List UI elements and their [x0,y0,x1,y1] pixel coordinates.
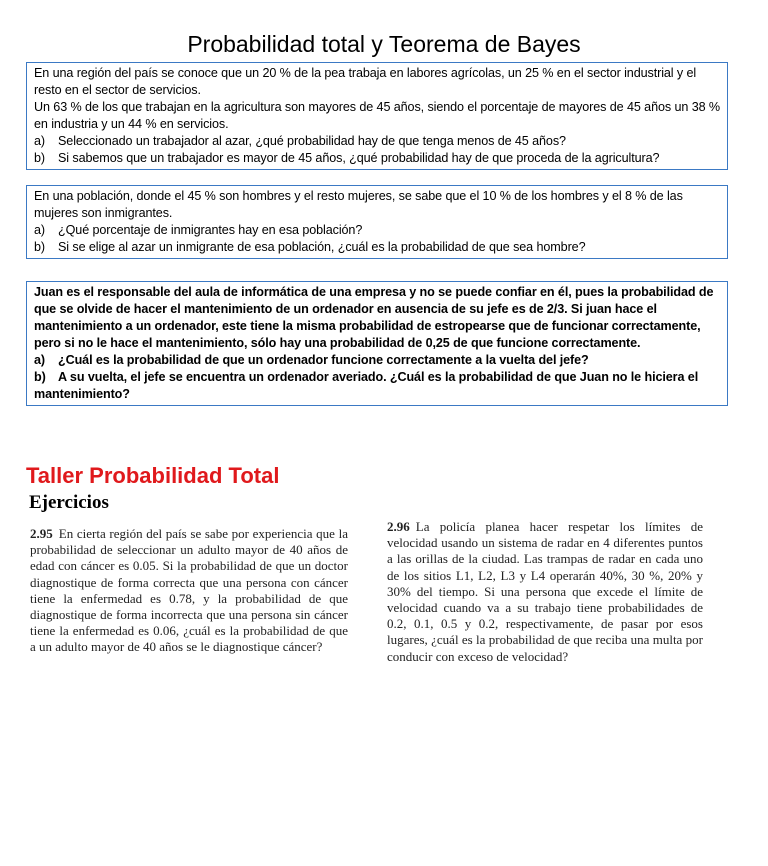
item-label: a) [34,134,45,148]
page-title: Probabilidad total y Teorema de Bayes [187,31,581,57]
exercise-2-95 [30,526,348,656]
item-label: b) [34,151,45,165]
item-text: Si sabemos que un trabajador es mayor de 45 años, ¿qué probabilidad hay de que proceda de la agricultura? [58,151,660,165]
exercise-number: 2.96 [387,519,410,534]
item-label: b) [34,370,46,384]
problem-2-item-a [34,222,721,239]
exercise-text: En cierta región del país se sabe por experiencia que la probabilidad de seleccionar un adulto mayor de 40 años de edad con cáncer es 0.05. Si la probabilidad de que un doctor diagnostique de forma correcta que una persona con cáncer tiene la enfermedad es 0.78, y la probabilidad de que diagnostique de forma incorrecta que una persona sin cáncer tiene la enfermedad es 0.06, ¿cuál es la probabilidad de que a un adulto mayor de 40 años se le diagnostique cáncer? [30,526,348,655]
ejercicios-heading: Ejercicios [29,492,109,513]
item-text: Si se elige al azar un inmigrante de esa población, ¿cuál es la probabilidad de que sea hombre? [58,240,586,254]
item-label: b) [34,240,45,254]
item-label: a) [34,223,45,237]
item-text: Seleccionado un trabajador al azar, ¿qué probabilidad hay de que tenga menos de 45 años? [58,134,566,148]
problem-1-intro: En una región del país se conoce que un 20 % de la pea trabaja en labores agrícolas, un 25 % en el sector industrial y el resto en el sector de servicios. [34,66,697,97]
problem-box-1 [26,62,728,170]
problem-box-2 [26,185,728,259]
problem-box-3 [26,281,728,406]
item-text: A su vuelta, el jefe se encuentra un ordenador averiado. ¿Cuál es la probabilidad de que Juan no le hiciera el mantenimiento? [34,370,699,401]
exercise-2-96 [387,519,703,665]
item-text: ¿Cuál es la probabilidad de que un ordenador funcione correctamente a la vuelta del jefe? [58,353,589,367]
problem-1-detail: Un 63 % de los que trabajan en la agricultura son mayores de 45 años, siendo el porcentaje de mayores de 45 años un 38 % en industria y un 44 % en servicios. [34,100,721,131]
problem-1-item-b [34,150,721,167]
taller-title: Taller Probabilidad Total [26,463,280,488]
problem-2-intro: En una población, donde el 45 % son hombres y el resto mujeres, se sabe que el 10 % de los hombres y el 8 % de las mujeres son inmigrantes. [34,189,683,220]
problem-2-item-b [34,239,721,256]
item-text: ¿Qué porcentaje de inmigrantes hay en esa población? [58,223,363,237]
problem-3-item-a [34,352,721,369]
problem-1-item-a [34,133,721,150]
exercise-number: 2.95 [30,526,53,541]
exercise-text: La policía planea hacer respetar los límites de velocidad usando un sistema de radar en 4 diferentes puntos a las orillas de la ciudad. Las trampas de radar en cada uno de los sitios L1, L2, L3 y L4 operarán 40%, 30 %, 20% y 30% del tiempo. Si una persona que excede el límite de velocidad cuando va a su trabajo tiene probabilidades de 0.2, 0.1, 0.5 y 0.2, respectivamente, de pasar por esos lugares, ¿cuál es la probabilidad de que reciba una multa por conducir con exceso de velocidad? [387,519,703,664]
problem-3-item-b [34,369,721,403]
item-label: a) [34,353,45,367]
problem-3-intro: Juan es el responsable del aula de informática de una empresa y no se puede confiar en él, pues la probabilidad de que se olvide de hacer el mantenimiento de un ordenador en ausencia de su jefe es de 2/3. Si juan hace el mantenimiento a un ordenador, este tiene la misma probabilidad de estropearse que de funcionar correctamente, pero si no le hace el mantenimiento, sólo hay una probabilidad de 0,25 de que funcione correctamente. [34,285,714,350]
